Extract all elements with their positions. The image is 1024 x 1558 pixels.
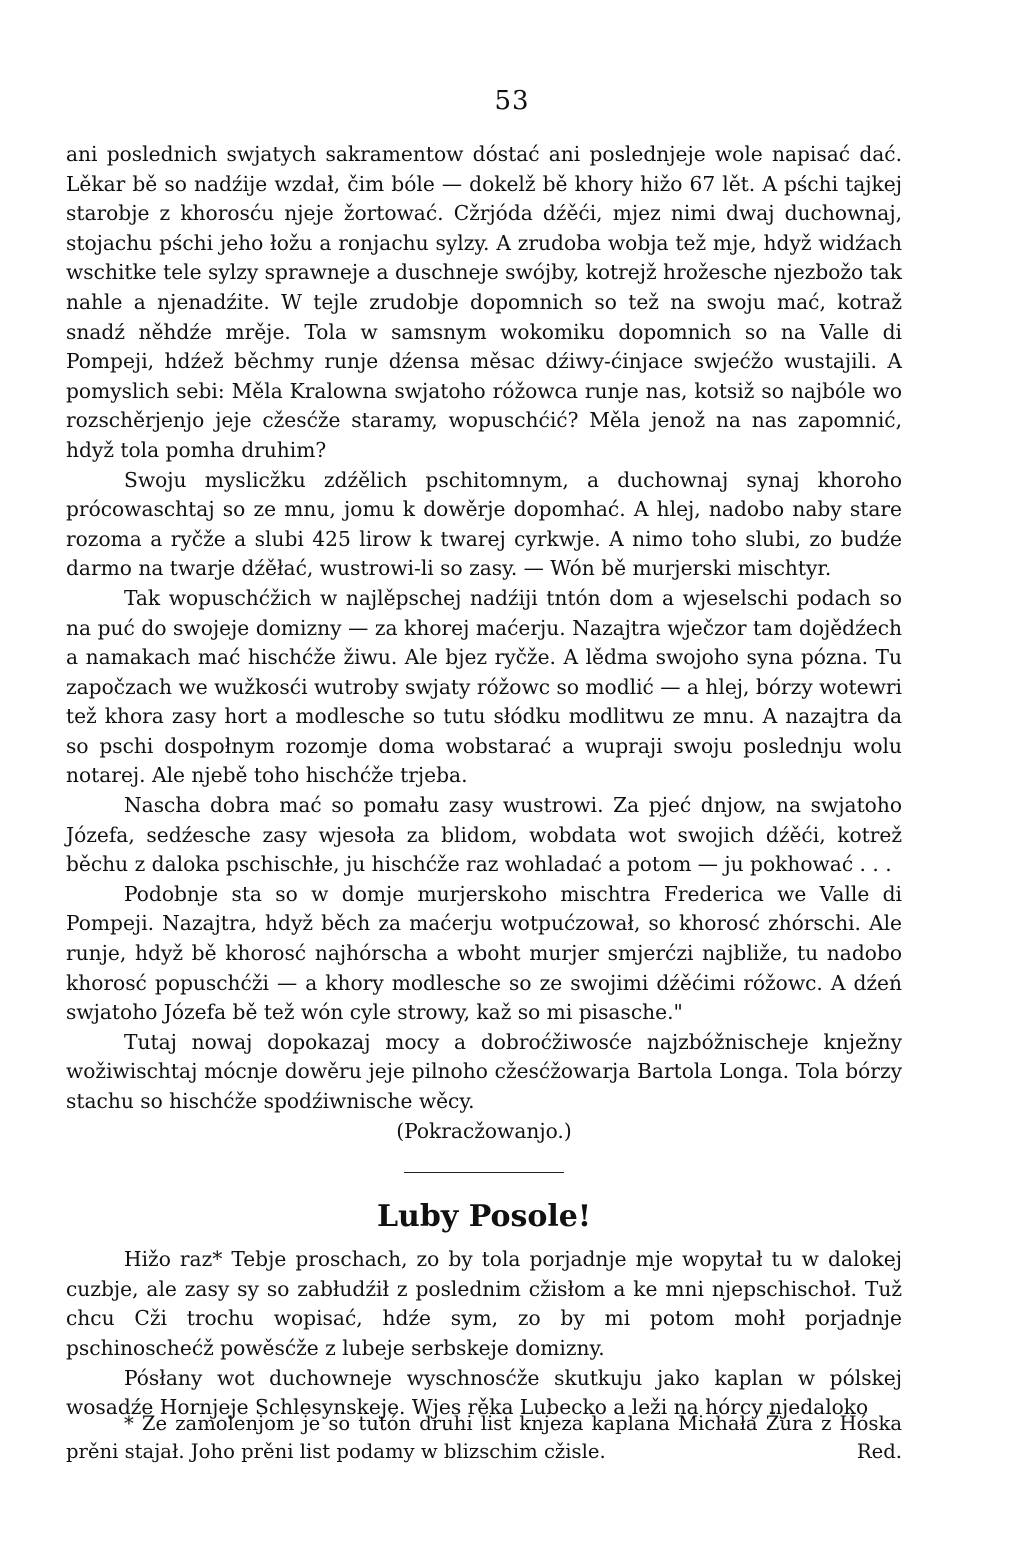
- paragraph: Tutaj nowaj dopokazaj mocy a dobroćžiwosće najzbóžnischeje knježny wožiwischtaj mócnje dowěru jeje pilnoho cžesćžowarja Bartola Longa. Tola bórzy stachu so hischćže spodźiwnische wěcy.: [66, 1029, 902, 1113]
- paragraph: Pósłany wot duchowneje wyschnosćže skutkuju jako kaplan w pólskej wosadźe Hornjeje Schlesynskeje. Wjes rěka Lubecko a leži na hórcy njedaloko: [66, 1365, 902, 1420]
- paragraph: ani poslednich swjatych sakramentow dóstać ani poslednjeje wole napisać dać. Lěkar bě so nadźije wzdał, čim bóle — dokelž bě khory hižo 67 lět. A pśchi tajkej starobje z khorosću njeje žortować. Cžrjóda dźěći, mjez nimi dwaj duchownaj, stojachu pśchi jeho łožu a ronjachu sylzy. A zrudoba wobja tež mje, hdyž widźach wschitke tele sylzy sprawneje a duschneje swójby, kotrejž hrožesche njezbožo tak nahle a njenadźite. W tejle zrudobje dopomnich so tež na swoju mać, kotraž snadź něhdźe mrěje. Tola w samsnym wokomiku dopomnich so na Valle di Pompeji, hdźež běchmy runje dźensa měsac dźiwy-ćinjace swjećžo wustajili. A pomyslich sebi: Měla Kralowna swjatoho róžowca runje nas, kotsiž so najbóle wo rozschěrjenjo jeje cžesćže staramy, wopuschćić? Měla jenož na nas zapomnić, hdyž tola pomha druhim?: [66, 142, 902, 462]
- footnote-text: * Ze zamolenjom je so tutón druhi list knjeza kaplana Michała Žura z Hóska prěni stajał. Joho prěni list podamy w blizschim cžisle.: [66, 1412, 902, 1463]
- paragraph: Swoju myslicžku zdźělich pschitomnym, a duchownaj synaj khoroho prócowaschtaj so ze mnu, jomu k dowěrje dopomhać. A hlej, nadobo naby stare rozoma a ryčže a slubi 425 lirow k twarej cyrkwje. A nimo toho slubi, zo budźe darmo na twarje dźěłać, wustrowi-li so zasy. — Wón bě murjerski mischtyr.: [66, 467, 902, 581]
- footnote: [66, 1410, 902, 1466]
- article-body: [66, 140, 902, 1423]
- paragraph: Nascha dobra mać so pomału zasy wustrowi. Za pjeć dnjow, na swjatoho Józefa, sedźesche zasy wjesoła za blidom, wobdata wot swojich dźěći, kotrež běchu z daloka pschischłe, ju hischćže raz wohladać a potom — ju pokhować . . .: [66, 793, 902, 877]
- paragraph: Hižo raz* Tebje proschach, zo by tola porjadnje mje wopytał tu w dalokej cuzbje, ale zasy sy so zabłudźił z poslednim cžisłom a ke mni njepschischoł. Tuž chcu Cži trochu wopisać, hdźe sym, zo by mi potom mohł porjadnje pschinoschećž powěsćže z lubeje serbskeje domizny.: [66, 1247, 902, 1360]
- paragraph: Podobnje sta so w domje murjerskoho mischtra Frederica we Valle di Pompeji. Nazajtra, hdyž běch za maćerju wotpućzował, so khorosć zhórschi. Ale runje, hdyž bě khorosć najhórscha a wboht murjer smjerćzi najbliže, tu nadobo khorosć popuschćži — a khory modlesche so ze swojimi dźěćimi róžowc. A dźeń swjatoho Józefa bě tež wón cyle strowy, kaž so mi pisasche.": [66, 881, 902, 1025]
- continuation-note: (Pokracžowanjo.): [396, 1118, 572, 1143]
- page-number: 53: [494, 86, 530, 116]
- footnote-signoff: Red.: [856, 1440, 902, 1463]
- paragraph: Tak wopuschćžich w najlěpschej nadźiji tntón dom a wjeselschi podach so na puć do swojeje domizny — za khorej maćerju. Nazajtra wječzor tam dojědźech a namakach mać hischćže žiwu. Ale bjez ryčže. A lědma swojoho syna pózna. Tu započzach we wužkosći wutroby swjaty róžowc so modlić — a hlej, bórzy wotewri tež khora zasy hort a modlesche so tutu słódku modlitwu ze mnu. A nazajtra da so pschi dospołnym rozomje doma wobstarać a wupraji swoju poslednju wolu notarej. Ale njebě toho hischćže trjeba.: [66, 585, 902, 788]
- section-divider: [404, 1172, 564, 1173]
- section-title: Luby Posole!: [376, 1199, 592, 1235]
